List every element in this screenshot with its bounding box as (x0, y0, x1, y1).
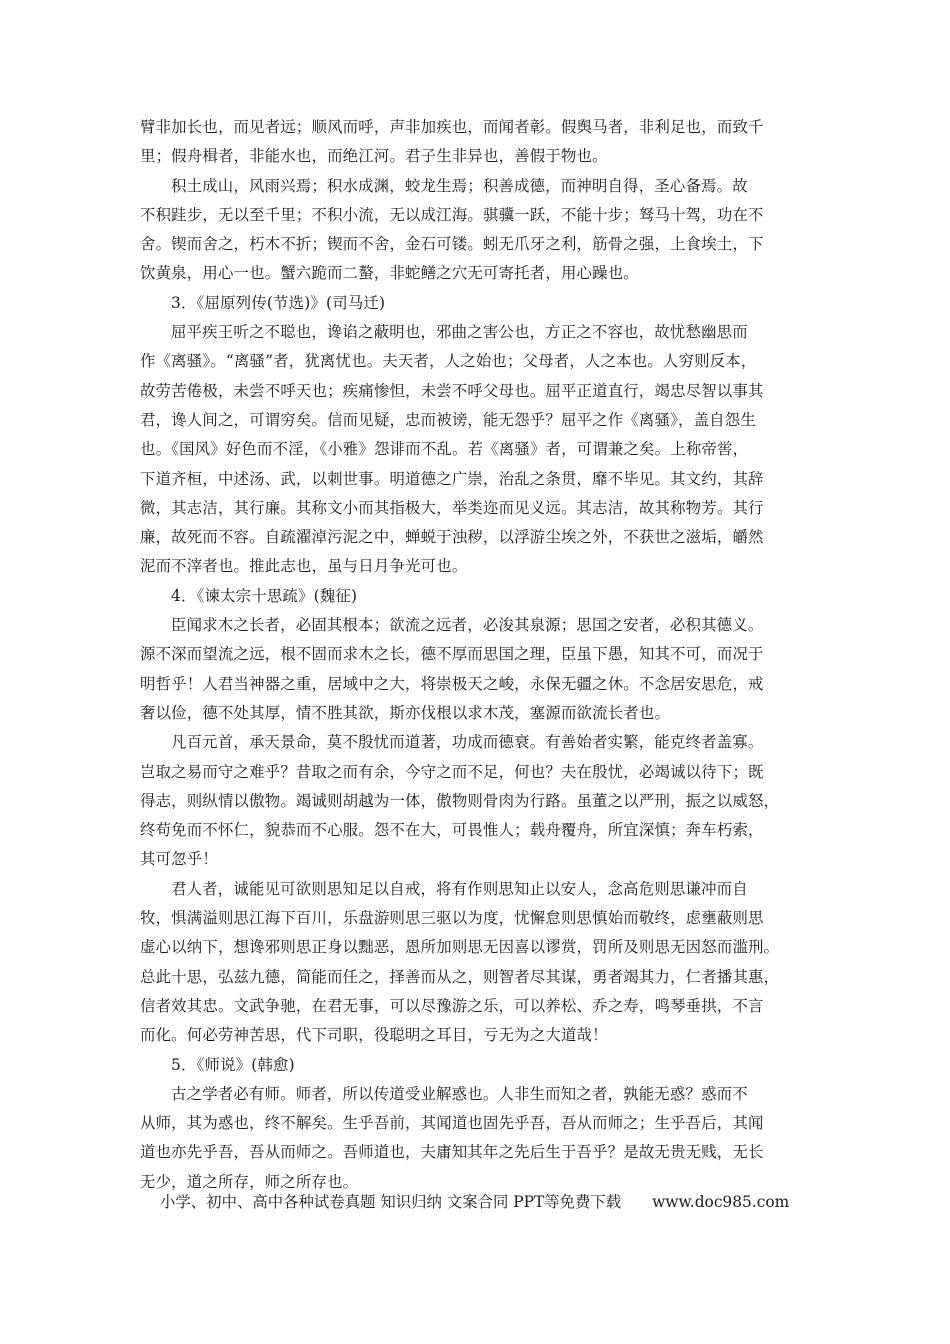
section-heading: 4．《谏太宗十思疏》(魏征) (171, 586, 358, 605)
text-line: 凡百元首，承天景命，莫不殷忧而道著，功成而德衰。有善始者实繁，能克终者盖寡。 (171, 733, 764, 752)
text-line: 君人者，诚能见可欲则思知足以自戒，将有作则思知止以安人，念高危则思谦冲而自 (171, 879, 748, 898)
text-line: 积土成山，风雨兴焉；积水成渊，蛟龙生焉；积善成德，而神明自得，圣心备焉。故 (171, 176, 748, 195)
text-line: 终苟免而不怀仁，貌恭而不心服。怨不在大，可畏惟人；载舟覆舟，所宜深慎；奔车朽索， (140, 821, 764, 840)
text-line: 岂取之易而守之难乎？昔取之而有余，今守之而不足，何也？夫在殷忧，必竭诚以待下；既 (140, 762, 764, 781)
text-line: 廉，故死而不容。自疏濯淖污泥之中，蝉蜕于浊秽，以浮游尘埃之外，不获世之滋垢，皭然 (140, 528, 764, 547)
text-line: 也。《国风》好色而不淫，《小雅》怨诽而不乱。若《离骚》者，可谓兼之矣。上称帝喾， (140, 440, 749, 459)
text-line: 道也亦先乎吾，吾从而师之。吾师道也，夫庸知其年之先后生于吾乎？是故无贵无贱，无长 (140, 1143, 764, 1162)
text-line: 从师，其为惑也，终不解矣。生乎吾前，其闻道也固先乎吾，吾从而师之；生乎吾后，其闻 (140, 1114, 764, 1133)
text-line: 屈平疾王听之不聪也，谗谄之蔽明也，邪曲之害公也，方正之不容也，故忧愁幽思而 (171, 323, 748, 342)
text-line: 里；假舟楫者，非能水也，而绝江河。君子生非异也，善假于物也。 (140, 147, 608, 166)
text-line: 下道齐桓，中述汤、武，以刺世事。明道德之广崇，治乱之条贯，靡不毕见。其文约，其辞 (140, 469, 764, 488)
text-line: 明哲乎！人君当神器之重，居域中之大，将崇极天之峻，永保无疆之休。不念居安思危，戒 (140, 674, 764, 693)
footer-url-link[interactable]: www.doc985.com (652, 1193, 790, 1211)
section-heading: 5．《师说》(韩愈) (171, 1055, 295, 1074)
text-line: 饮黄泉，用心一也。蟹六跪而二螯，非蛇鳝之穴无可寄托者，用心躁也。 (140, 264, 639, 283)
text-line: 古之学者必有师。师者，所以传道受业解惑也。人非生而知之者，孰能无惑？惑而不 (171, 1084, 748, 1103)
text-line: 不积跬步，无以至千里；不积小流，无以成江海。骐骥一跃，不能十步；驽马十驾，功在不 (140, 205, 764, 224)
text-line: 臂非加长也，而见者远；顺风而呼，声非加疾也，而闻者彰。假舆马者，非利足也，而致千 (140, 118, 764, 136)
text-line: 虚心以纳下，想谗邪则思正身以黜恶，恩所加则思无因喜以谬赏，罚所及则思无因怒而滥刑。 (140, 938, 780, 957)
document-body (140, 113, 820, 1197)
text-line: 舍。锲而舍之，朽木不折；锲而不舍，金石可镂。蚓无爪牙之利，筋骨之强，上食埃土，下 (140, 235, 764, 254)
text-line: 其可忽乎！ (140, 850, 218, 869)
text-line: 微，其志洁，其行廉。其称文小而其指极大，举类迩而见义远。其志洁，故其称物芳。其行 (140, 498, 764, 517)
text-line: 臣闻求木之长者，必固其根本；欲流之远者，必浚其泉源；思国之安者，必积其德义。 (171, 616, 764, 635)
section-heading: 3．《屈原列传(节选)》(司马迁) (171, 293, 386, 312)
footer-text: 小学、初中、高中各种试卷真题 知识归纳 文案合同 PPT等免费下载 (160, 1193, 622, 1211)
text-line: 君，谗人间之，可谓穷矣。信而见疑，忠而被谤，能无怨乎？屈平之作《离骚》，盖自怨生 (140, 410, 756, 429)
text-line: 牧，惧满溢则思江海下百川，乐盘游则思三驱以为度，忧懈怠则思慎始而敬终，虑壅蔽则思 (140, 909, 764, 928)
text-line: 信者效其忠。文武争驰，在君无事，可以尽豫游之乐，可以养松、乔之寿，鸣琴垂拱，不言 (140, 996, 764, 1015)
text-line: 总此十思，弘兹九德，简能而任之，择善而从之，则智者尽其谋，勇者竭其力，仁者播其惠， (140, 967, 780, 986)
text-line: 故劳苦倦极，未尝不呼天也；疾痛惨怛，未尝不呼父母也。屈平正道直行，竭忠尽智以事其 (140, 381, 764, 400)
text-line: 泥而不滓者也。推此志也，虽与日月争光可也。 (140, 557, 468, 576)
text-line: 无少，道之所存，师之所存也。 (140, 1172, 359, 1191)
text-line: 而化。何必劳神苦思，代下司职，役聪明之耳目，亏无为之大道哉！ (140, 1026, 608, 1045)
text-line: 得志，则纵情以傲物。竭诚则胡越为一体，傲物则骨肉为行路。虽董之以严刑，振之以威怒， (140, 791, 780, 810)
page-footer (160, 1190, 840, 1214)
text-line: 奢以俭，德不处其厚，情不胜其欲，斯亦伐根以求木茂，塞源而欲流长者也。 (140, 703, 671, 722)
text-line: 作《离骚》。“离骚”者，犹离忧也。夫天者，人之始也；父母者，人之本也。人穷则反本， (140, 352, 757, 371)
text-line: 源不深而望流之远，根不固而求木之长，德不厚而思国之理，臣虽下愚，知其不可，而况于 (140, 645, 764, 664)
